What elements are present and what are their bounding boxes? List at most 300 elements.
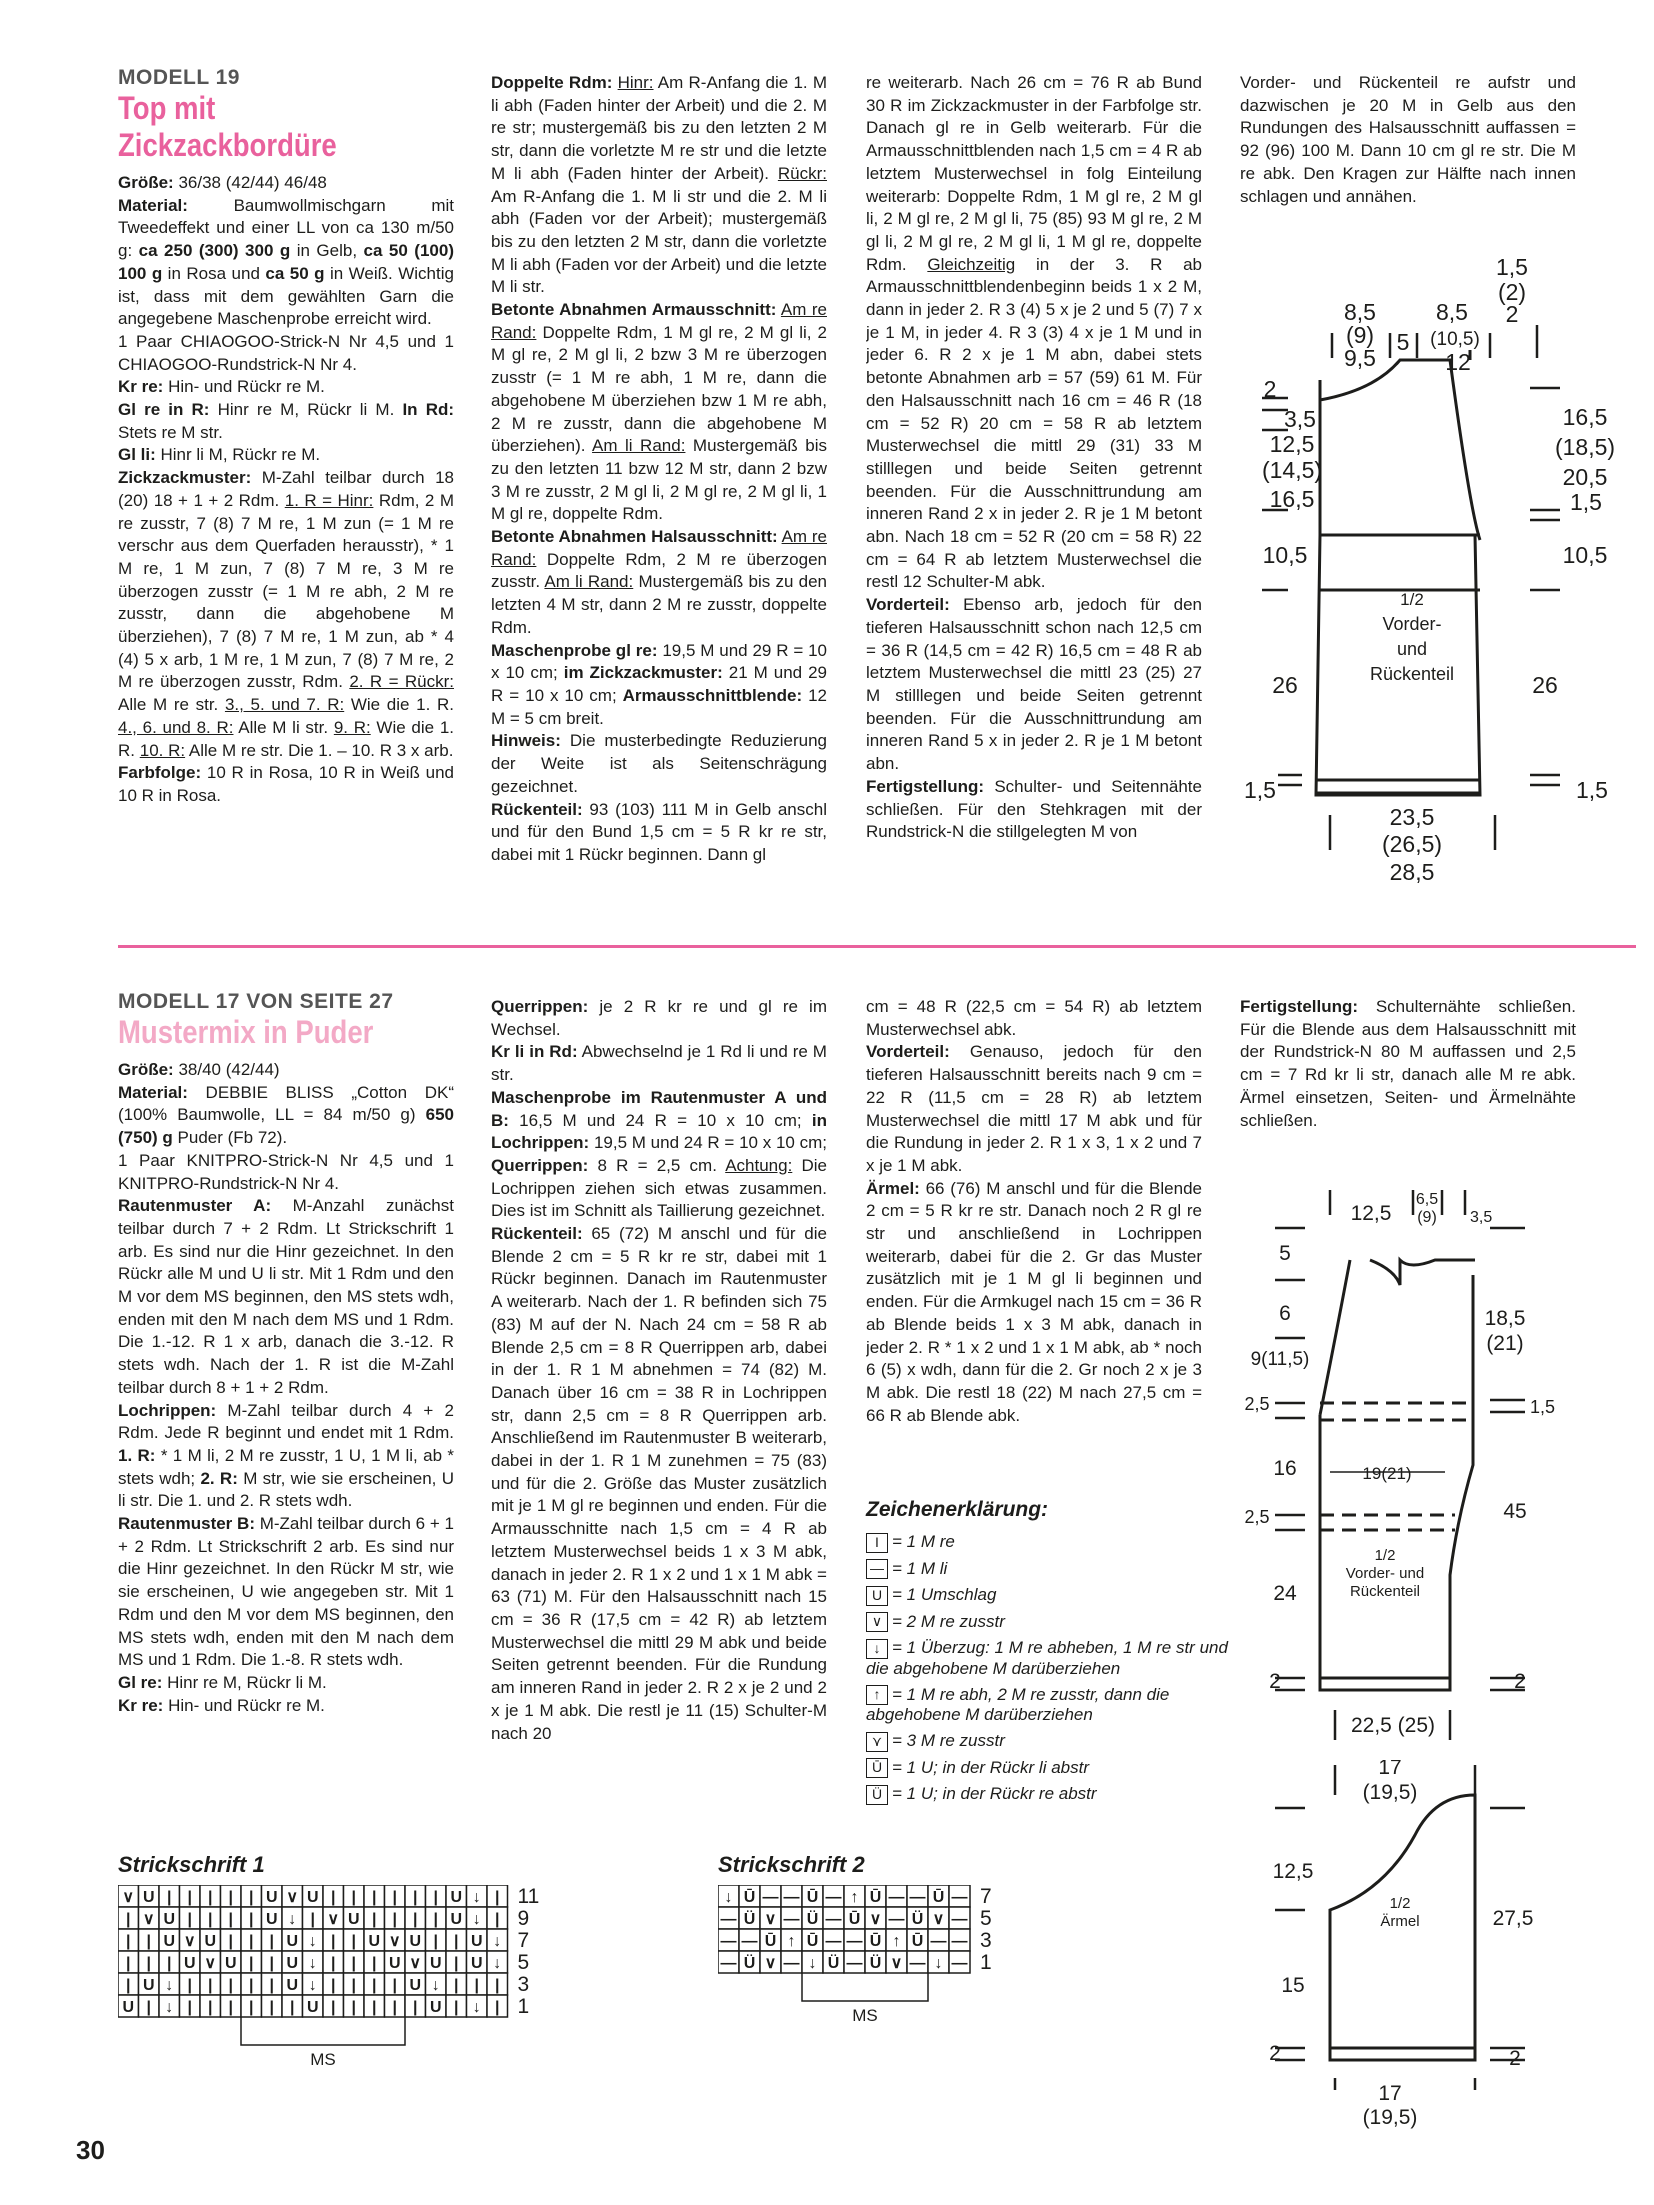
paragraph: Doppelte Rdm: Hinr: Am R-Anfang die 1. M li abh (Faden hinter der Arbeit) und die 2. M re str; mustergemäß bis zu den letzten 2 M str, dann die vorletzte M re str und die letzte M li abh (Faden hinter der Arbeit). Rückr: Am R-Anfang die 1. M li str und die 2. M li abh (Faden vor der Arbeit); mustergemäß bis zu den letzten 2 M str, dann die vorletzte M li abh (Faden vor der Arbeit) und die letzte M li str. [491,73,827,297]
modell19-col4 [1240,72,1576,232]
chart-symbol: — [825,1933,842,1950]
chart-symbol: U [142,1977,155,1994]
legend-item [866,1685,1246,1726]
s19-r3: 20,5 [1562,464,1608,490]
s17-r3: 1,5 [1530,1397,1556,1417]
chart-symbol: ↓ [165,1977,174,1994]
legend-symbol-icon: ↑ [866,1685,888,1705]
chart-symbol: | [146,1933,151,1950]
chart-row-label: 3 [517,1973,530,1996]
chart-symbol: ↓ [308,1977,317,1994]
legend-symbol-icon: — [866,1559,888,1579]
chart-symbol: | [249,1999,254,2016]
paragraph: Rückenteil: 65 (72) M anschl und für die Blende 2 cm = 5 R kr re str, dabei mit 1 Rückr beginnen. Danach im Rautenmuster A weiterarb. Nach der 1. R befinden sich 75 (83) M auf der N. Nach 24 cm = 58 R ab Blende 2,5 cm = 8 R Querrippen arb, dabei in der 1. R 1 M abnehmen = 74 (82) M. Danach über 16 cm = 38 R in Lochrippen str, dann 2,5 cm = 8 R Querrippen arb. Anschließend im Rautenmuster B weiterarb, dabei in der 1. R 1 M zunehmen = 75 (83) und für die 2. Größe das Muster zusätzlich mit je 1 M gl re beginnen und enden. Für die Armausschnitte nach 1,5 cm = 4 R ab letztem Musterwechsel beids 1 x 3 M abk, danach in jeder 2. R 1 x 2 und 1 x 1 M abk = 63 (71) M. Für den Halsausschnitt nach 15 cm = 36 R (17,5 cm = 42 R) ab letztem Musterwechsel die mittl 29 M abk und beide Seiten getrennt beenden. Für die Rundung am inneren Rand in jeder 2. R 2 x je 2 und 2 x je 1 M abk. Die restl je 11 (15) Schulter-M nach 20 [491,1224,827,1743]
modell17-col3 [866,996,1202,1476]
chart-row-label: 1 [980,1951,992,1974]
chart-symbol: Ū [764,1933,777,1950]
chart-symbol: U [163,1933,176,1950]
paragraph: Vorderteil: Genauso, jedoch für den tieferen Halsausschnitt bereits nach 9 cm = 22 R (11,5 cm = 28 R) ab letztem Musterwechsel die mittl 17 M abk und für die Rundung in jeder 2. R 1 x 3, 1 x 2 und 7 x je 1 M abk. [866,1042,1202,1175]
chart-symbol: | [413,1889,418,1906]
chart-row-label: 5 [980,1907,992,1930]
s19-width2: (26,5) [1381,831,1443,857]
paragraph: Rautenmuster A: M-Anzahl zunächst teilbar durch 7 + 2 Rdm. Lt Strickschrift 1 arb. Es sind nur die Hinr gezeichnet. In den Rückr alle M und U li str. Mit 1 Rdm und den M vor dem MS beginnen, den MS stets wdh, enden mit den M nach dem MS und 1 Rdm. Die 1.-12. R 1 x arb, danach die 3.-12. R stets wdh. Nach der 1. R ist die M-Zahl teilbar durch 8 + 1 + 2 Rdm. [118,1196,454,1397]
chart-symbol: ↓ [431,1977,440,1994]
chart-symbol: ∨ [932,1911,945,1928]
chart-symbol: ↓ [308,1933,317,1950]
chart-symbol: Ü [743,1955,756,1972]
legend-item [866,1758,1246,1779]
chart-row-label: 11 [517,1885,540,1908]
s17-inner3: Rückenteil [1349,1583,1421,1600]
s19-l3: 12,5 [1269,431,1315,457]
chart-symbol: | [228,1977,233,1994]
chart-symbol: | [331,1999,336,2016]
paragraph: Kr li in Rd: Abwechselnd je 1 Rd li und re M str. [491,1042,827,1085]
chart-symbol: — [909,1889,926,1906]
legend-symbol-icon: I [866,1533,888,1553]
modell19-title [118,90,407,164]
chart-symbol: | [331,1977,336,1994]
chart-symbol: | [290,1999,295,2016]
chart-symbol: ↑ [892,1933,901,1950]
s19-top-c3: 12 [1445,349,1471,375]
chart-symbol: U [306,1999,319,2016]
chart-ms-bracket [241,2017,405,2045]
modell17-col1 [118,990,454,1830]
paragraph: Fertigstellung: Schulter- und Seitennähte schließen. Für den Stehkragen mit der Rundstrick-N die stillgelegten M von [866,776,1202,842]
chart2 [718,1885,1138,2045]
s19-top-d2: (2) [1497,279,1527,305]
chart-symbol: Ü [827,1955,840,1972]
chart-symbol: ∨ [142,1911,155,1928]
paragraph: Kr re: Hin- und Rückr re M. [118,377,325,397]
chart-symbol: | [269,1933,274,1950]
chart-symbol: U [204,1933,217,1950]
legend-symbol-icon: ⋎ [866,1732,888,1752]
s19-mid-l: 10,5 [1262,542,1308,568]
chart-symbol: — [720,1911,737,1928]
s19-inner3: und [1396,639,1428,659]
chart-symbol: — [930,1933,947,1950]
chart-symbol: | [331,1955,336,1972]
modell17-col4-text [1240,996,1576,1132]
chart-symbol: ↓ [493,1955,502,1972]
chart-symbol: U [409,1933,422,1950]
chart-symbol: — [825,1889,842,1906]
chart-symbol: | [413,1999,418,2016]
s19-side-r: 26 [1532,672,1558,698]
sleeve-bot: 17 [1378,2082,1402,2105]
chart-symbol: | [146,1999,151,2016]
chart-symbol: | [454,1933,459,1950]
chart-symbol: | [126,1933,131,1950]
chart-symbol: | [208,1999,213,2016]
chart-symbol: U [306,1889,319,1906]
chart-symbol: ↓ [472,1889,481,1906]
s19-side-l: 26 [1272,672,1298,698]
chart-row-label: 3 [980,1929,992,1952]
chart-symbol: | [392,1911,397,1928]
s17-l1: 5 [1279,1242,1291,1265]
chart-symbol: | [413,1911,418,1928]
chart-symbol: U [286,1977,299,1994]
s17-inner2: Vorder- und [1345,1565,1425,1582]
chart-symbol: U [347,1911,360,1928]
modell19-col1-text [118,172,454,808]
paragraph: Betonte Abnahmen Halsausschnitt: Am re Rand: Doppelte Rdm, 2 M re überzogen zusstr. Am li Rand: Mustergemäß bis zu den letzten 4 M str, dann 2 M re zusstr, doppelte Rdm. [491,527,827,637]
chart-symbol: | [228,1911,233,1928]
chart-symbol: | [208,1911,213,1928]
chart-symbol: ↓ [724,1889,733,1906]
paragraph: cm = 48 R (22,5 cm = 54 R) ab letztem Musterwechsel abk. [866,997,1202,1039]
legend-text: = 1 U; in der Rückr li abstr [892,1757,1089,1777]
s17-l6: 2,5 [1244,1507,1270,1527]
chart-symbol: — [762,1889,779,1906]
chart-symbol: | [310,1911,315,1928]
legend-item [866,1612,1246,1633]
chart1-title: Strickschrift 1 [118,1852,265,1877]
chart-symbol: Ü [911,1911,924,1928]
chart-symbol: U [265,1889,278,1906]
chart-symbol: — [846,1955,863,1972]
chart-symbol: Ü [869,1955,882,1972]
chart-symbol: ∨ [183,1933,196,1950]
legend-symbol-icon: U [866,1586,888,1606]
chart-symbol: | [351,1999,356,2016]
s19-inner4: Rückenteil [1369,664,1455,684]
chart-symbol: U [286,1955,299,1972]
s19-top-b: 5 [1396,329,1410,355]
chart-symbol: Ū [932,1889,945,1906]
chart-symbol: | [208,1889,213,1906]
s17s-inner2: Ärmel [1380,1913,1420,1930]
chart-symbol: ↓ [472,1911,481,1928]
chart-symbol: — [951,1889,968,1906]
paragraph: re weiterarb. Nach 26 cm = 76 R ab Bund 30 R im Zickzackmuster in der Farbfolge str. Danach gl re in Gelb weiterarb. Für die Armausschnittblenden nach 1,5 cm = 4 R ab letztem Musterwechsel in folg Einteilung weiterarb: Doppelte Rdm, 1 M gl re, 2 M gl li, 2 M gl re, 2 M gl li, 75 (85) 93 M gl re, 2 M gl li, 2 M gl re, 2 M gl li, 1 M gl re, doppelte Rdm. Gleichzeitig in der 3. R ab Armausschnittblendenbeginn beids 1 x 2 M, dann in jeder 2. R 3 (4) 5 x je 2 und 5 (7) 7 x je 1 M, in jeder 4. R 3 (3) 4 x je 1 M und in jeder 6. R 2 x je 1 M abn, dabei stets betonte Abnahmen arb = 57 (59) 61 M. Für den Halsausschnitt nach 16 cm = 46 R (18 cm = 52 R) 20 cm = 58 R ab letztem Musterwechsel die mittl 29 (31) 33 M stilllegen und beide Seiten getrennt beenden. Für die Ausschnittrundung am inneren Rand 2 x in jeder 2. R je 1 M betont abn. Nach 18 cm = 52 R (20 cm = 58 R) 22 cm = 64 R ab letztem Musterwechsel die restl 12 Schulter-M abk. [866,73,1202,592]
chart-symbol: — [846,1933,863,1950]
s17-r5: 2 [1514,1670,1526,1693]
s19-r2: (18,5) [1554,434,1616,460]
chart-symbol: Ū [806,1889,819,1906]
chart-symbol: | [454,1999,459,2016]
s17-l8: 2 [1269,1670,1281,1693]
chart-symbol: | [495,1911,500,1928]
legend-item [866,1784,1246,1805]
chart-symbol: ↓ [934,1955,943,1972]
modell17-col2 [491,996,827,1828]
chart-symbol: | [331,1889,336,1906]
chart-symbol: — [741,1933,758,1950]
chart-symbol: | [392,1999,397,2016]
s17s-l1: 12,5 [1272,1860,1314,1883]
sleeve-bot2: (19,5) [1362,2106,1418,2129]
chart-symbol: Ü [806,1911,819,1928]
chart-symbol: U [450,1911,463,1928]
paragraph: Gl li: Hinr li M, Rückr re M. [118,445,321,465]
modell19-col4-text [1240,72,1576,208]
modell19-label: MODELL 19 [118,66,240,89]
chart-symbol: ∨ [388,1933,401,1950]
paragraph: Größe: 38/40 (42/44) [118,1060,280,1079]
legend-symbol-icon: Ū [866,1758,888,1778]
chart-symbol: U [409,1977,422,1994]
paragraph: Lochrippen: M-Zahl teilbar durch 4 + 2 Rdm. Jede R beginnt und endet mit 1 Rdm. 1. R: * 1 M li, 2 M re zusstr, 1 U, 1 M li, ab * stets wdh; 2. R: M str, wie sie erscheinen, U li str. Die 1. und 2. R stets wdh. [118,1400,454,1511]
chart-symbol: Ū [869,1933,882,1950]
s19-bot-l: 1,5 [1244,777,1276,803]
chart-ms-bracket [802,1973,928,2001]
legend-text: = 3 M re zusstr [892,1731,1005,1751]
chart-symbol: ∨ [409,1955,422,1972]
chart-symbol: ∨ [890,1955,903,1972]
chart-symbol: ↓ [165,1999,174,2016]
s17s-l3: 2 [1269,2042,1281,2065]
s17-inner1: 1/2 [1374,1547,1396,1564]
chart-symbol: ∨ [286,1889,299,1906]
section-divider [118,945,1636,948]
chart-symbol: | [351,1955,356,1972]
chart-row-label: 7 [980,1885,992,1908]
modell19-col3-text [866,72,1202,844]
s19-l1: 2 [1263,376,1277,402]
s19-inner2: Vorder- [1382,614,1442,634]
chart-symbol: | [146,1955,151,1972]
paragraph: Hinweis: Die musterbedingte Reduzierung der Weite ist als Seitenschrägung gezeichnet. [491,731,827,796]
chart-symbol: — [783,1911,800,1928]
paragraph: Betonte Abnahmen Armausschnitt: Am re Rand: Doppelte Rdm, 1 M gl re, 2 M gl li, 2 M gl re, 2 M gl li, 2 bzw 3 M re überzogen zusstr (= 1 M re abh, 1 M re, dann die abgehobene M überziehen bzw 1 M re abh, 2 M re zusstr, dann die abgehobene M überziehen). Am li Rand: Mustergemäß bis zu den letzten 11 bzw 12 M str, dann 2 bzw 3 M re zusstr, 2 M gl li, 2 M gl re, 2 M gl li, 1 M gl re, doppelte Rdm. [491,300,827,524]
paragraph: Ärmel: 66 (76) M anschl und für die Blende 2 cm = 5 R kr re str. Danach noch 2 R gl re str und anschließend in Lochrippen weiterarb, dabei für die 2. Gr das Muster zusätzlich mit je 1 M gl li beginnen und enden. Für die Armkugel nach 15 cm = 36 R ab Blende beids 1 x 3 M abk, danach in jeder 2. R * 1 x 2 und 1 x 1 M abk, ab * noch 6 (5) x wdh, dann für die 2. Gr noch 2 x je 3 M abk. Die restl 18 (22) M nach 27,5 cm = 66 R ab Blende abk. [866,1178,1202,1425]
paragraph: Rückenteil: 93 (103) 111 M in Gelb anschl und für den Bund 1,5 cm = 5 R kr re str, dabei mit 1 Rückr beginnen. Dann gl [491,799,827,864]
s19-top-d3: 2 [1505,301,1519,327]
paragraph: Zickzackmuster: M-Zahl teilbar durch 18 (20) 18 + 1 + 2 Rdm. 1. R = Hinr: Rdm, 2 M re zusstr, 7 (8) 7 M re, 1 M zun (= 1 M re verschr aus dem Querfaden herausstr), * 1 M re, 1 M zun, 7 (8) 7 M re, 3 M re überzogen zusstr (= 1 M re abh, 2 M re zusstr, dann die abgehobene M überziehen), 7 (8) 7 M re, 1 M zun, ab * 4 (4) 5 x arb, 1 M re, 1 M zun, 7 (8) 7 M re, 2 M re überzogen zusstr, Rdm. 2. R = Rückr: Alle M re str. 3., 5. und 7. R: Wie die 1. R. 4., 6. und 8. R: Alle M li str. 9. R: Wie die 1. R. 10. R: Alle M re str. Die 1. – 10. R 3 x arb. [118,468,454,760]
chart-symbol: | [372,1889,377,1906]
legend-text: = 1 M re abh, 2 M re zusstr, dann die abgehobene M darüberziehen [866,1684,1170,1725]
chart-symbol: | [126,1955,131,1972]
chart-symbol: | [433,1933,438,1950]
chart-symbol: U [224,1955,237,1972]
s17-r1: 18,5 [1484,1307,1526,1330]
chart-symbol: U [286,1933,299,1950]
modell17-col1-text [118,1059,454,1717]
legend-symbol-icon: ∨ [866,1612,888,1632]
s17-l5: 16 [1273,1457,1297,1480]
chart-symbol: ∨ [204,1955,217,1972]
paragraph: Maschenprobe gl re: 19,5 M und 29 R = 10 x 10 cm; im Zickzackmuster: 21 M und 29 R = 10 x 10 cm; Armausschnittblende: 12 M = 5 cm breit. [491,640,827,728]
s17-r4: 45 [1503,1500,1527,1523]
chart-symbol: U [470,1955,483,1972]
chart-symbol: | [167,1955,172,1972]
s19-top-c2: (10,5) [1430,329,1480,350]
s17-l3: 9(11,5) [1250,1349,1310,1370]
s19-l4: (14,5) [1261,457,1323,483]
s17-l7: 24 [1273,1582,1297,1605]
chart-symbol: Ū [743,1889,756,1906]
s19-bot-r: 1,5 [1576,777,1608,803]
chart2-title: Strickschrift 2 [718,1852,865,1877]
chart-symbol: — [951,1911,968,1928]
s19-top-c: 8,5 [1436,299,1468,325]
chart-symbol: — [783,1955,800,1972]
s19-mid-r: 10,5 [1562,542,1608,568]
chart-row-label: 1 [517,1995,530,2018]
paragraph: Material: Baumwollmischgarn mit Tweedeffekt und einer LL von ca 130 m/50 g: ca 250 (300) 300 g in Gelb, ca 50 (100) 100 g in Rosa und ca 50 g in Weiß. Wichtig ist, dass mit dem gewählten Garn die angegebene Maschenprobe erreicht wird. [118,195,454,329]
s17s-l2: 15 [1281,1974,1305,1997]
chart-symbol: U [163,1911,176,1928]
paragraph: Querrippen: je 2 R kr re und gl re im Wechsel. [491,997,827,1039]
legend-item [866,1532,1246,1553]
chart-symbol: | [187,1911,192,1928]
modell17-col3-text [866,996,1202,1427]
chart-symbol: — [888,1889,905,1906]
chart-symbol: Ū [848,1911,861,1928]
chart-symbol: | [249,1977,254,1994]
s17s-inner1: 1/2 [1389,1895,1411,1912]
s17-t2b: (9) [1417,1209,1437,1226]
modell19-title-line1: Top mit [118,90,216,126]
chart-symbol: | [372,1911,377,1928]
paragraph: Material: DEBBIE BLISS „Cotton DK“ (100% Baumwolle, LL = 84 m/50 g) 650 (750) g Puder (Fb 72). [118,1082,454,1148]
chart-symbol: | [372,1977,377,1994]
paragraph: 1 Paar CHIAOGOO-Strick-N Nr 4,5 und 1 CHIAOGOO-Rundstrick-N Nr 4. [118,331,454,374]
chart-symbol: — [909,1955,926,1972]
s19-top-a: 8,5 [1344,299,1376,325]
chart-symbol: | [187,1889,192,1906]
s19-r4: 1,5 [1570,489,1602,515]
modell17-title: Mustermix in Puder [118,1014,374,1050]
chart-symbol: ∨ [327,1911,340,1928]
modell19-schematic [1230,250,1650,900]
chart-row-label: 5 [517,1951,530,1974]
chart-symbol: | [454,1955,459,1972]
sleeve-bottom-width [1350,2082,1430,2130]
s19-width3: 28,5 [1389,859,1435,885]
chart-symbol: — [783,1889,800,1906]
chart-symbol: | [208,1977,213,1994]
page-number: 30 [76,2135,105,2165]
chart2-ms-label: MS [852,2006,878,2025]
chart-symbol: | [269,1977,274,1994]
s17s-r2: 2 [1509,2047,1521,2070]
s19-inner1: 1/2 [1400,590,1424,609]
chart-row-label: 7 [517,1929,530,1952]
chart-symbol: | [372,1955,377,1972]
s19-width1: 23,5 [1389,804,1435,830]
paragraph: Fertigstellung: Schulternähte schließen. Für die Blende aus dem Halsausschnitt mit der Rundstrick-N 80 M auffassen und 2,5 cm = 7 Rd kr li str, danach alle M re abk. Ärmel einsetzen, Seiten- und Ärmelnähte schließen. [1240,997,1576,1130]
chart-symbol: U [429,1999,442,2016]
chart1 [118,1885,648,2100]
chart-symbol: U [470,1933,483,1950]
chart-symbol: U [122,1999,135,2016]
chart-symbol: | [392,1977,397,1994]
s19-l2: 3,5 [1284,406,1316,432]
chart-symbol: ↑ [787,1933,796,1950]
chart-symbol: | [249,1889,254,1906]
chart-symbol: Ü [743,1911,756,1928]
s17-r2: (21) [1486,1332,1524,1355]
paragraph: Gl re in R: Hinr re M, Rückr li M. In Rd: Stets re M str. [118,400,454,442]
chart-symbol: | [495,1889,500,1906]
chart-symbol: | [392,1889,397,1906]
s19-r1: 16,5 [1562,404,1608,430]
chart-symbol: | [351,1889,356,1906]
s17-width: 22,5 (25) [1350,1714,1436,1737]
modell17-col4 [1240,996,1576,1176]
paragraph: Größe: 36/38 (42/44) 46/48 [118,173,327,192]
s17-t3: 3,5 [1470,1209,1493,1226]
chart-symbol: ↓ [493,1933,502,1950]
chart-symbol: | [454,1977,459,1994]
chart-symbol: U [265,1911,278,1928]
paragraph: Kr re: Hin- und Rückr re M. [118,1695,325,1715]
paragraph: Vorderteil: Ebenso arb, jedoch für den tieferen Halsausschnitt schon nach 12,5 cm = 36 R (14,5 cm = 42 R) 16,5 cm = 48 R ab letztem Musterwechsel die mittl 23 (25) 27 M stilllegen und beide Seiten getrennt beenden. Für die Ausschnittrundung am inneren Rand 5 x in jeder 2. R je 1 M betont abn. [866,595,1202,774]
s19-l5: 16,5 [1269,486,1315,512]
chart-symbol: | [228,1999,233,2016]
chart-symbol: U [388,1955,401,1972]
legend-text: = 1 M re [892,1532,955,1551]
modell17-label: MODELL 17 VON SEITE 27 [118,990,394,1013]
legend-item [866,1585,1246,1606]
modell19-title-line2: Zickzackbordüre [118,127,337,163]
chart-symbol: | [228,1889,233,1906]
s17s-r1: 27,5 [1492,1907,1534,1930]
paragraph: Farbfolge: 10 R in Rosa, 10 R in Weiß und 10 R in Rosa. [118,763,454,805]
chart-symbol: | [187,1999,192,2016]
chart-symbol: ∨ [764,1911,777,1928]
legend-text: = 1 M li [892,1558,948,1578]
chart-symbol: Ū [806,1933,819,1950]
chart-symbol: | [433,1911,438,1928]
paragraph: 1 Paar KNITPRO-Strick-N Nr 4,5 und 1 KNITPRO-Rundstrick-N Nr 4. [118,1150,454,1193]
chart-symbol: — [720,1955,737,1972]
paragraph: Gl re: Hinr re M, Rückr li M. [118,1672,327,1692]
chart1-ms-label: MS [310,2050,336,2069]
chart-symbol: | [495,1977,500,1994]
chart-symbol: ∨ [869,1911,882,1928]
legend-item [866,1638,1246,1679]
s17-l2: 6 [1279,1302,1291,1325]
legend-text: = 2 M re zusstr [892,1611,1005,1631]
paragraph: Vorder- und Rückenteil re aufstr und dazwischen je 20 M in Gelb aus den Rundungen des Halsausschnitt auffassen = 92 (96) 100 M. Dann 10 cm gl re str. Die M re abk. Den Kragen zur Hälfte nach innen schlagen und annähen. [1240,73,1576,206]
chart-symbol: | [228,1933,233,1950]
chart-symbol: Ū [869,1889,882,1906]
chart-symbol: | [187,1977,192,1994]
chart-row-label: 9 [517,1907,530,1930]
modell19-col1 [118,66,454,906]
chart-symbol: U [429,1955,442,1972]
chart-symbol: ∨ [122,1889,135,1906]
chart-symbol: | [269,1955,274,1972]
chart-symbol: | [126,1911,131,1928]
chart-symbol: U [142,1889,155,1906]
chart-symbol: | [249,1955,254,1972]
chart-symbol: — [825,1911,842,1928]
legend-title: Zeichenerklärung: [866,1498,1049,1521]
legend-symbol-icon: ↓ [866,1639,888,1659]
paragraph: Rautenmuster B: M-Zahl teilbar durch 6 + 1 + 2 Rdm. Lt Strickschrift 2 arb. Es sind nur die Hinr gezeichnet. In den Rückr M str, wie sie erscheinen, U wie angegeben str. Mit 1 Rdm und den M vor dem MS beginnen, den MS stets wdh, enden mit den M nach dem MS und 1 Rdm. Die 1.-8. R stets wdh. [118,1514,454,1670]
legend [866,1532,1246,1811]
legend-item [866,1731,1246,1752]
modell17-col2-text [491,996,827,1745]
paragraph: Maschenprobe im Rautenmuster A und B: 16,5 M und 24 R = 10 x 10 cm; in Lochrippen: 19,5 M und 24 R = 10 x 10 cm; Querrippen: 8 R = 2,5 cm. Achtung: Die Lochrippen ziehen sich etwas zusammen. Dies ist im Schnitt als Taillierung gezeichnet. [491,1087,827,1221]
chart-symbol: — [951,1955,968,1972]
chart-symbol: ∨ [764,1955,777,1972]
chart-symbol: ↓ [308,1955,317,1972]
chart-symbol: U [183,1955,196,1972]
modell19-col2-text [491,72,827,867]
chart-symbol: — [951,1933,968,1950]
chart-symbol: ↑ [850,1889,859,1906]
chart-symbol: | [249,1911,254,1928]
chart-symbol: | [474,1977,479,1994]
